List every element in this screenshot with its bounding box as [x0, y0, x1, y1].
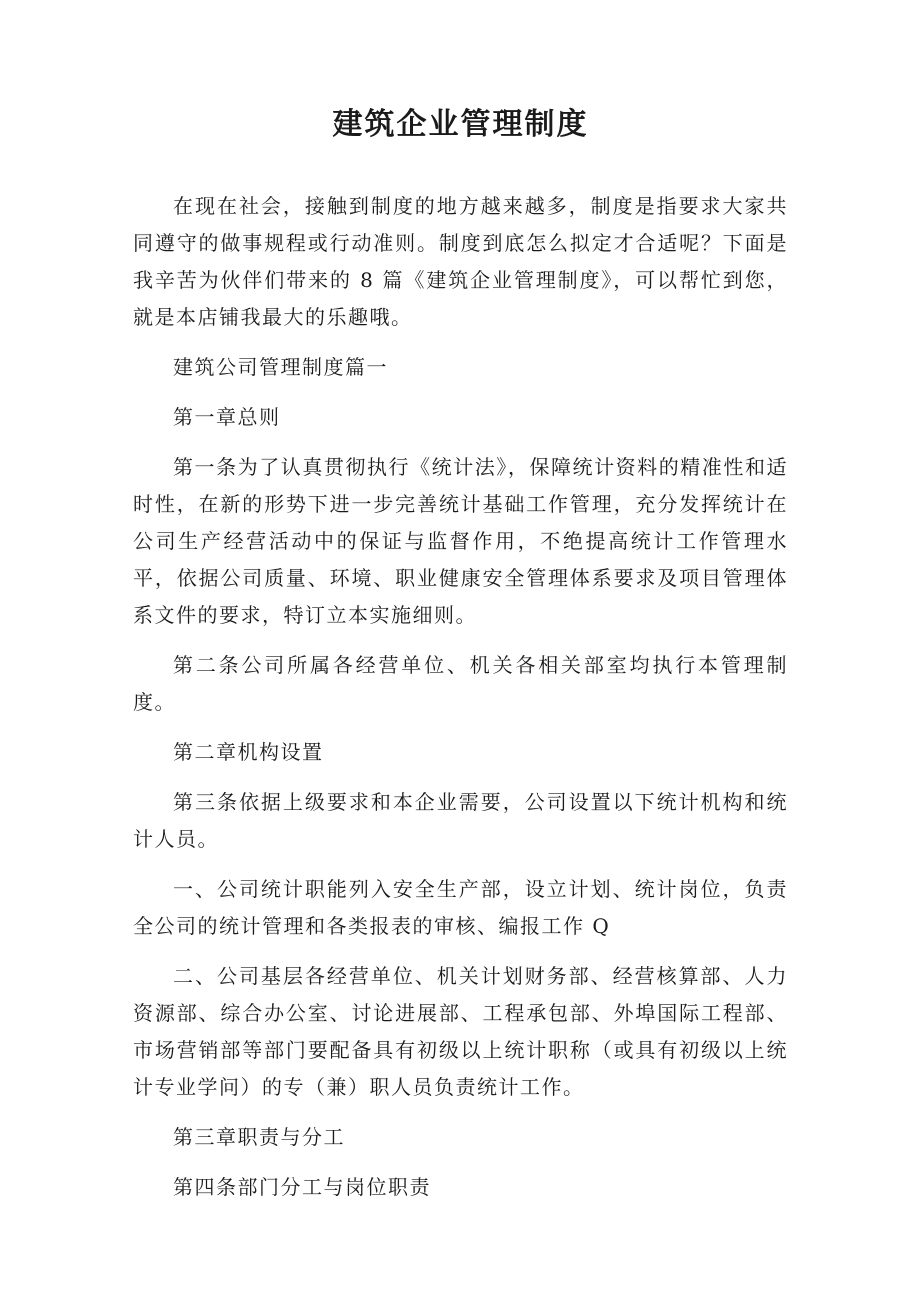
paragraph: 第四条部门分工与岗位职责 [173, 1175, 431, 1199]
paragraph: 第三条依据上级要求和本企业需要，公司设置以下统计机构和统计人员。 [133, 790, 788, 851]
paragraph: 第二条公司所属各经营单位、机关各相关部室均执行本管理制度。 [133, 653, 788, 714]
paragraph: 在现在社会，接触到制度的地方越来越多，制度是指要求大家共同遵守的做事规程或行动准则。制度到底怎么拟定才合适呢？下面是我辛苦为伙伴们带来的 8 篇《建筑企业管理制度》，可以帮忙到您，就是本店铺我最大的乐趣哦。 [133, 194, 788, 329]
paragraph: 第三章职责与分工 [173, 1125, 345, 1149]
paragraph: 第二章机构设置 [173, 740, 324, 764]
paragraph: 建筑公司管理制度篇一 [173, 355, 388, 379]
paragraph: 一、公司统计职能列入安全生产部，设立计划、统计岗位，负责全公司的统计管理和各类报表的审核、编报工作 Q [133, 877, 788, 938]
paragraph: 二、公司基层各经营单位、机关计划财务部、经营核算部、人力资源部、综合办公室、讨论进展部、工程承包部、外埠国际工程部、市场营销部等部门要配备具有初级以上统计职称（或具有初级以上统计专业学问）的专（兼）职人员负责统计工作。 [133, 964, 788, 1099]
document-body [133, 188, 788, 1206]
document-title: 建筑企业管理制度 [332, 107, 589, 142]
paragraph: 第一条为了认真贯彻执行《统计法》，保障统计资料的精准性和适时性，在新的形势下进一步完善统计基础工作管理，充分发挥统计在公司生产经营活动中的保证与监督作用，不绝提高统计工作管理水平，依据公司质量、环境、职业健康安全管理体系要求及项目管理体系文件的要求，特订立本实施细则。 [133, 455, 788, 627]
paragraph: 第一章总则 [173, 405, 281, 429]
